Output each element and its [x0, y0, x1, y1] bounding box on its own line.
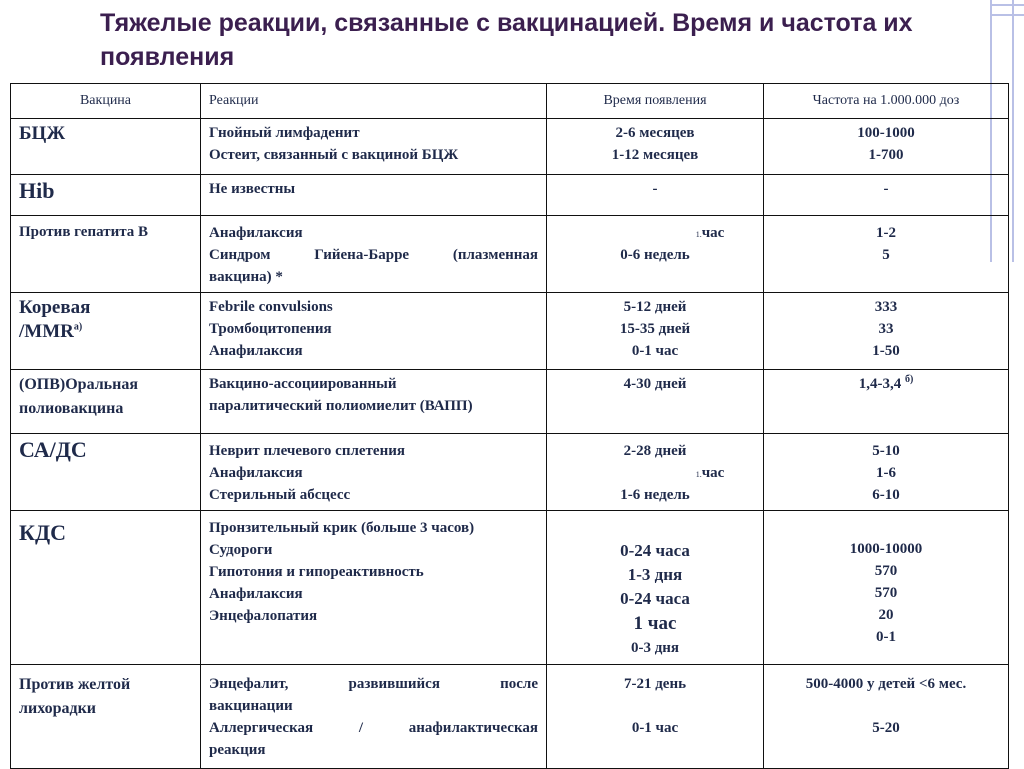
reaction-item: Анафилаксия	[209, 465, 303, 481]
frequency-item: 333	[874, 299, 898, 315]
reaction-item: Анафилаксия	[209, 586, 303, 602]
reaction-item: Судороги	[209, 542, 273, 558]
table-header-row	[11, 84, 1009, 119]
frequency-item: 5-10	[872, 443, 900, 459]
vaccine-name: Против желтой	[19, 676, 131, 693]
decor-line-right	[1012, 0, 1014, 262]
reaction-item: реакция	[209, 742, 266, 758]
time-prefix: 1	[695, 230, 700, 239]
header-frequency: Частота на 1.000.000 доз	[764, 84, 1009, 119]
frequency-item: 20	[878, 607, 894, 623]
time-item: 15-35 дней	[619, 321, 691, 337]
time-item: 1 час	[633, 613, 677, 634]
time-item: 7-21 день	[623, 676, 687, 692]
time-item: 0-1 час	[631, 343, 679, 359]
reaction-item: Гипотония и гипореактивность	[209, 564, 424, 580]
frequency-item: 5	[882, 247, 890, 263]
time-item: 1-12 месяцев	[611, 147, 699, 163]
table-row	[11, 665, 1009, 769]
frequency-item: 1-700	[868, 147, 904, 163]
frequency-item: 1-6	[876, 465, 896, 481]
time-item: 1-6 недель	[620, 487, 690, 503]
time-item: 0-6 недель	[620, 247, 690, 263]
time-item: 5-12 дней	[623, 299, 687, 315]
frequency-item: 1-2	[876, 225, 896, 241]
reaction-item: Анафилаксия	[209, 343, 303, 359]
table-row	[11, 511, 1009, 665]
header-time: Время появления	[547, 84, 764, 119]
vaccine-name: БЦЖ	[19, 123, 66, 144]
vaccine-name: КДС	[19, 520, 66, 545]
time-item: 0-1 час	[631, 720, 679, 736]
vaccine-name: СА/ДС	[19, 437, 87, 462]
time-item: 1.час	[695, 225, 725, 241]
reaction-item: Вакцино-ассоциированный	[209, 376, 397, 392]
table-row	[11, 119, 1009, 175]
header-vaccine: Вакцина	[11, 84, 201, 119]
decor-line-bottom	[992, 14, 1024, 16]
reaction-item: Стерильный абсцесс	[209, 487, 351, 503]
frequency-item: 1000-10000	[849, 541, 923, 557]
time-item: 2-28 дней	[623, 443, 687, 459]
vaccine-name: (ОПВ)Оральная	[19, 376, 139, 393]
vaccine-name-line2: полиовакцина	[19, 400, 124, 417]
time-prefix: 1	[695, 470, 700, 479]
frequency-item: 570	[874, 585, 898, 601]
frequency-item: 100-1000	[857, 125, 915, 141]
reaction-item: Аллергическая / анафилактическая	[209, 720, 538, 736]
table-row	[11, 434, 1009, 511]
header-reactions: Реакции	[201, 84, 547, 119]
time-item: 1-3 дня	[627, 565, 683, 584]
frequency-item: 6-10	[872, 487, 900, 503]
table-row	[11, 175, 1009, 216]
reaction-item: Пронзительный крик (больше 3 часов)	[209, 520, 475, 536]
vaccine-name-line2: лихорадки	[19, 700, 97, 717]
frequency-item: 1-50	[872, 343, 900, 359]
reaction-item: Не известны	[209, 181, 296, 197]
vaccine-name: Hib	[19, 178, 55, 203]
vaccine-name: Коревая	[19, 297, 91, 318]
reaction-item: паралитический полиомиелит (ВАПП)	[209, 398, 473, 414]
reaction-item: Остеит, связанный с вакциной БЦЖ	[209, 147, 459, 163]
time-item: -	[652, 181, 658, 197]
time-item: 2-6 месяцев	[615, 125, 695, 141]
frequency-item: 0-1	[876, 629, 896, 645]
reaction-item: Гнойный лимфаденит	[209, 125, 360, 141]
vaccine-name-line2: $/MMR^{а)}$	[19, 321, 83, 342]
frequency-item: 33	[878, 321, 894, 337]
vaccine-reactions-table	[10, 83, 1009, 769]
table-row	[11, 370, 1009, 434]
reaction-item: вакцинации	[209, 698, 293, 714]
frequency-item: -	[883, 181, 889, 197]
reaction-item: Febrile convulsions	[209, 299, 333, 315]
page-title: Тяжелые реакции, связанные с вакцинацией. Время и частота их появления	[100, 9, 913, 71]
time-item: 0-24 часа	[620, 541, 690, 560]
frequency-item: 1,4-3,4 $^{б)}$	[858, 374, 914, 392]
decor-line-top	[992, 4, 1024, 6]
footnote-mark: а)	[73, 321, 83, 333]
vaccine-name: Против гепатита В	[19, 224, 149, 240]
time-item: 0-24 часа	[620, 589, 690, 608]
table-row	[11, 216, 1009, 293]
reaction-item: вакцина) *	[209, 269, 283, 285]
reaction-item: Синдром Гийена-Барре (плазменная	[209, 247, 538, 263]
time-item: 4-30 дней	[623, 376, 687, 392]
reaction-item: Тромбоцитопения	[209, 321, 332, 337]
frequency-item: 5-20	[872, 720, 900, 736]
frequency-item: 570	[874, 563, 898, 579]
frequency-item: 500-4000 у детей <6 мес.	[805, 676, 967, 692]
reaction-item: Энцефалит, развившийся после	[209, 676, 538, 692]
reaction-item: Энцефалопатия	[209, 608, 318, 624]
table-row	[11, 293, 1009, 370]
reaction-item: Неврит плечевого сплетения	[209, 443, 405, 459]
time-item: 1.час	[695, 465, 725, 481]
time-item: 0-3 дня	[630, 640, 680, 656]
reaction-item: Анафилаксия	[209, 225, 303, 241]
footnote-mark: б)	[904, 374, 914, 385]
